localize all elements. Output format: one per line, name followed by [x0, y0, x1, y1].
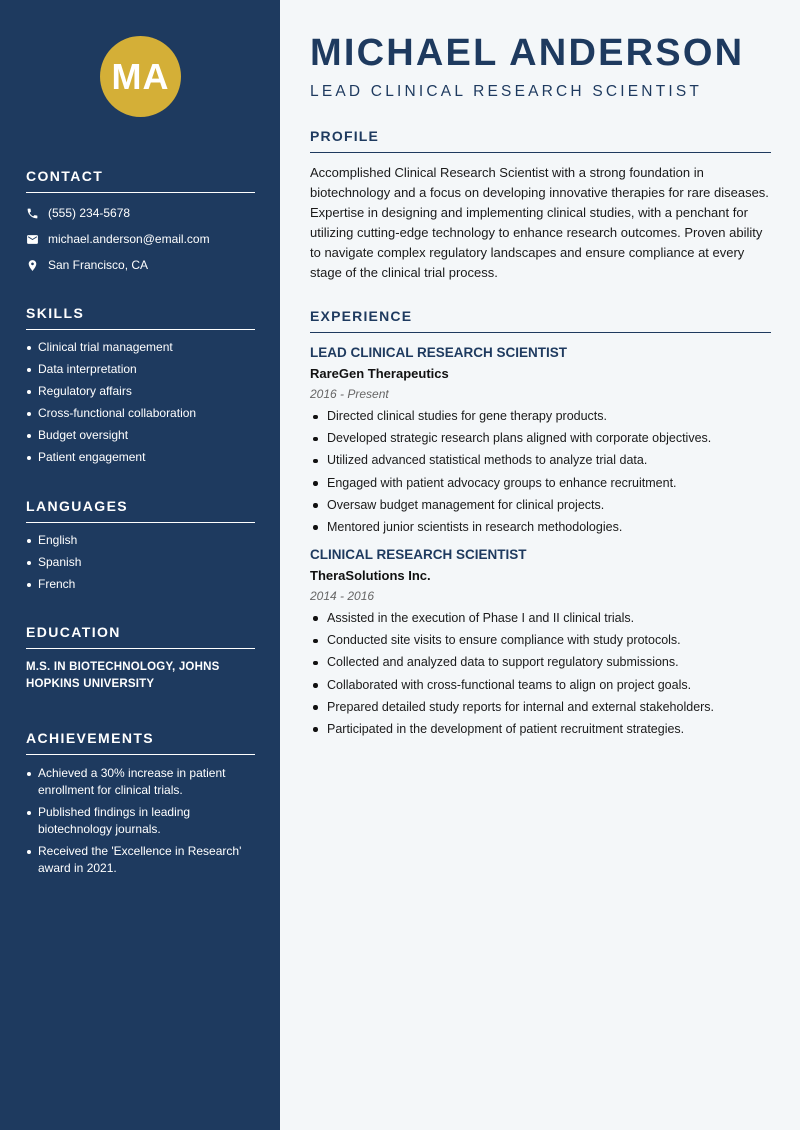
contact-heading: CONTACT [26, 168, 255, 193]
sidebar [0, 0, 280, 1130]
job-title: CLINICAL RESEARCH SCIENTIST [310, 546, 527, 562]
job-entry [310, 547, 771, 737]
candidate-title: LEAD CLINICAL RESEARCH SCIENTIST [310, 83, 703, 100]
contact-email-text: michael.anderson@email.com [48, 232, 210, 246]
job-bullet: Collected and analyzed data to support regulatory submissions. [310, 655, 771, 670]
skills-heading: SKILLS [26, 305, 255, 330]
email-icon [26, 233, 39, 246]
achievements-list [26, 765, 255, 877]
job-bullet: Directed clinical studies for gene therapy products. [310, 409, 771, 424]
job-company: RareGen Therapeutics [310, 366, 449, 381]
location-pin-icon [26, 259, 39, 272]
skill-item: Patient engagement [26, 450, 255, 465]
language-item: Spanish [26, 555, 255, 570]
education-degree: M.S. IN BIOTECHNOLOGY, JOHNS HOPKINS UNIVERSITY [26, 661, 220, 690]
languages-heading: LANGUAGES [26, 498, 255, 523]
skills-section [26, 305, 255, 472]
contact-location-text: San Francisco, CA [48, 258, 149, 272]
profile-text: Accomplished Clinical Research Scientist with a strong foundation in biotechnology and a focus on developing innovative therapies for rare diseases. Expertise in designing and implementing clinical studies, with a penchant for utilizing cutting-edge technology to enhance research outcomes. Proven ability to navigate complex regulatory landscapes and ensure compliance at every stage of the clinical trial process. [310, 165, 769, 280]
education-heading: EDUCATION [26, 624, 255, 649]
experience-section [310, 308, 771, 744]
contact-email[interactable] [26, 230, 255, 248]
profile-section [310, 128, 771, 283]
achievements-section [26, 730, 255, 882]
phone-icon [26, 207, 39, 220]
job-bullet: Conducted site visits to ensure compliance with study protocols. [310, 633, 771, 648]
job-bullet: Prepared detailed study reports for internal and external stakeholders. [310, 700, 771, 715]
achievement-item: Published findings in leading biotechnology journals. [26, 804, 255, 838]
candidate-name: MICHAEL ANDERSON [310, 32, 745, 74]
contact-location [26, 256, 255, 274]
languages-section [26, 498, 255, 599]
skill-item: Clinical trial management [26, 340, 255, 355]
contact-phone-text: (555) 234-5678 [48, 206, 131, 220]
job-bullet: Engaged with patient advocacy groups to enhance recruitment. [310, 476, 771, 491]
job-dates: 2014 - 2016 [310, 588, 375, 603]
avatar-initials: MA [100, 36, 181, 117]
skill-item: Budget oversight [26, 428, 255, 443]
contact-phone[interactable] [26, 204, 255, 222]
contact-section [26, 168, 255, 274]
experience-heading: EXPERIENCE [310, 308, 771, 333]
language-item: French [26, 577, 255, 592]
achievement-item: Achieved a 30% increase in patient enrollment for clinical trials. [26, 765, 255, 799]
job-bullet: Collaborated with cross-functional teams to align on project goals. [310, 678, 771, 693]
job-bullet: Oversaw budget management for clinical projects. [310, 498, 771, 513]
job-bullet: Developed strategic research plans aligned with corporate objectives. [310, 431, 771, 446]
education-section [26, 624, 255, 693]
skill-item: Data interpretation [26, 362, 255, 377]
job-bullet: Utilized advanced statistical methods to analyze trial data. [310, 453, 771, 468]
language-item: English [26, 533, 255, 548]
skills-list [26, 340, 255, 465]
job-title: LEAD CLINICAL RESEARCH SCIENTIST [310, 345, 568, 360]
achievements-heading: ACHIEVEMENTS [26, 730, 255, 755]
skill-item: Regulatory affairs [26, 384, 255, 399]
languages-list [26, 533, 255, 592]
profile-heading: PROFILE [310, 128, 771, 153]
job-bullet: Assisted in the execution of Phase I and II clinical trials. [310, 611, 771, 626]
job-bullet: Mentored junior scientists in research methodologies. [310, 520, 771, 535]
job-bullet: Participated in the development of patient recruitment strategies. [310, 722, 771, 737]
job-bullets [310, 611, 771, 737]
job-dates: 2016 - Present [310, 387, 389, 401]
job-company: TheraSolutions Inc. [310, 567, 431, 583]
job-entry [310, 345, 771, 535]
skill-item: Cross-functional collaboration [26, 406, 255, 421]
job-bullets [310, 409, 771, 535]
achievement-item: Received the 'Excellence in Research' award in 2021. [26, 843, 255, 877]
